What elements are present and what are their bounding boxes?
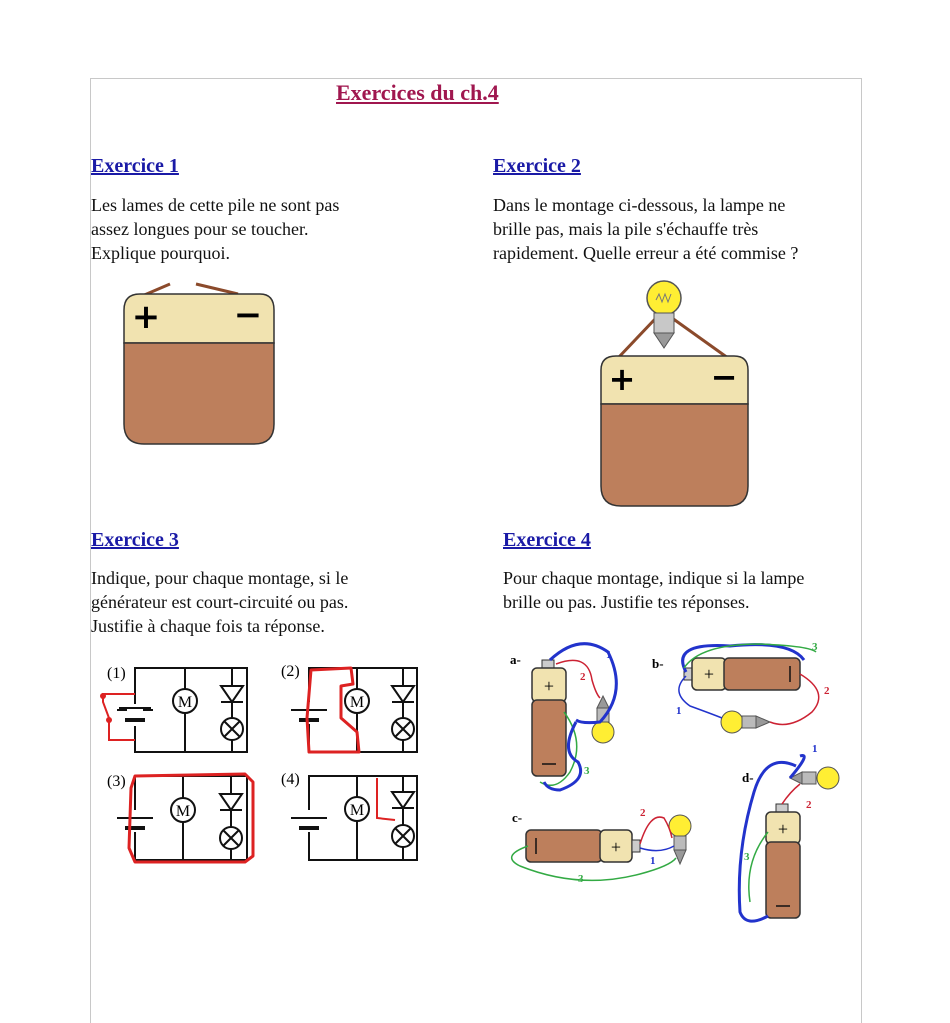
motor-label: M	[175, 803, 191, 820]
svg-text:3: 3	[584, 765, 590, 777]
bulb-icon	[817, 767, 839, 789]
exercise-3-text	[91, 566, 348, 638]
plus-symbol: +	[608, 360, 636, 398]
battery-body	[601, 404, 748, 506]
exercise-4-title: Exercice 4	[503, 529, 591, 551]
exercise-1-line-1: Les lames de cette pile ne sont pas	[91, 195, 340, 215]
exercise-2-line-3: rapidement. Quelle erreur a été commise ?	[493, 243, 799, 263]
circuit-2	[281, 663, 417, 752]
battery-montages	[500, 632, 860, 932]
svg-text:3: 3	[812, 641, 818, 653]
circuit-1	[100, 665, 247, 752]
exercise-1-line-3: Explique pourquoi.	[91, 243, 230, 263]
wire-green	[749, 832, 768, 902]
flat-battery-figure	[120, 280, 280, 450]
circuit-4	[281, 771, 417, 860]
exercise-3-line-2: générateur est court-circuité ou pas.	[91, 592, 349, 612]
circuit-4-highlight	[377, 778, 395, 820]
minus-symbol: −	[710, 358, 738, 396]
wire-red	[782, 784, 800, 804]
svg-text:1: 1	[676, 705, 682, 717]
circuit-diagrams	[95, 658, 435, 868]
svg-text:3: 3	[578, 873, 584, 885]
svg-text:+: +	[703, 664, 715, 684]
exercise-4-line-2: brille ou pas. Justifie tes réponses.	[503, 592, 750, 612]
svg-text:+: +	[543, 676, 555, 696]
exercise-2-line-1: Dans le montage ci-dessous, la lampe ne	[493, 195, 786, 215]
battery-body	[124, 343, 274, 444]
circuit-2-label: (2)	[281, 663, 300, 680]
battery-with-lamp-figure	[598, 278, 758, 513]
svg-text:1: 1	[650, 855, 656, 867]
exercise-4-line-1: Pour chaque montage, indique si la lampe	[503, 568, 805, 588]
exercise-3-line-3: Justifie à chaque fois ta réponse.	[91, 616, 325, 636]
wire-left	[618, 318, 656, 358]
bulb-icon	[721, 711, 743, 733]
page-title: Exercices du ch.4	[336, 80, 499, 105]
circuit-1-label: (1)	[107, 665, 126, 682]
bulb-tip	[654, 333, 674, 348]
svg-text:2: 2	[580, 671, 586, 683]
wire-blue	[640, 846, 674, 851]
motor-label: M	[349, 694, 365, 711]
exercise-1-title: Exercice 1	[91, 155, 179, 177]
svg-text:1: 1	[606, 649, 612, 661]
svg-text:2: 2	[806, 799, 812, 811]
diode-symbol	[221, 686, 243, 702]
svg-text:1: 1	[812, 743, 818, 755]
exercise-2-text	[493, 193, 798, 265]
exercise-1-line-2: assez longues pour se toucher.	[91, 219, 309, 239]
montage-b	[652, 641, 830, 733]
exercise-4-text	[503, 566, 804, 614]
motor-label: M	[349, 802, 365, 819]
exercise-3-line-1: Indique, pour chaque montage, si le	[91, 568, 349, 588]
montage-a-label: a-	[510, 652, 521, 667]
battery-lamella-right	[196, 284, 238, 294]
plus-symbol: +	[131, 297, 161, 337]
exercise-3-title: Exercice 3	[91, 529, 179, 551]
exercise-2-title: Exercice 2	[493, 155, 581, 177]
circuit-3-label: (3)	[107, 773, 126, 790]
exercise-2-line-2: brille pas, mais la pile s'échauffe très	[493, 219, 759, 239]
montage-d-label: d-	[742, 770, 754, 785]
motor-label: M	[177, 694, 193, 711]
svg-text:2: 2	[824, 685, 830, 697]
circuit-4-label: (4)	[281, 771, 300, 788]
svg-text:2: 2	[640, 807, 646, 819]
bulb-socket	[654, 313, 674, 333]
wire-red	[640, 817, 672, 844]
montage-c-label: c-	[512, 810, 523, 825]
montage-d	[739, 743, 839, 921]
montage-b-label: b-	[652, 656, 664, 671]
montage-c	[512, 807, 691, 885]
wire-right	[672, 318, 728, 358]
minus-symbol: −	[233, 295, 263, 335]
bulb-icon	[592, 721, 614, 743]
circuit-3	[107, 773, 253, 862]
montage-a	[510, 644, 616, 790]
bulb-icon	[669, 815, 691, 837]
svg-text:3: 3	[744, 851, 750, 863]
svg-text:+: +	[777, 819, 789, 839]
svg-text:+: +	[610, 837, 622, 857]
exercise-1-text	[91, 193, 339, 265]
